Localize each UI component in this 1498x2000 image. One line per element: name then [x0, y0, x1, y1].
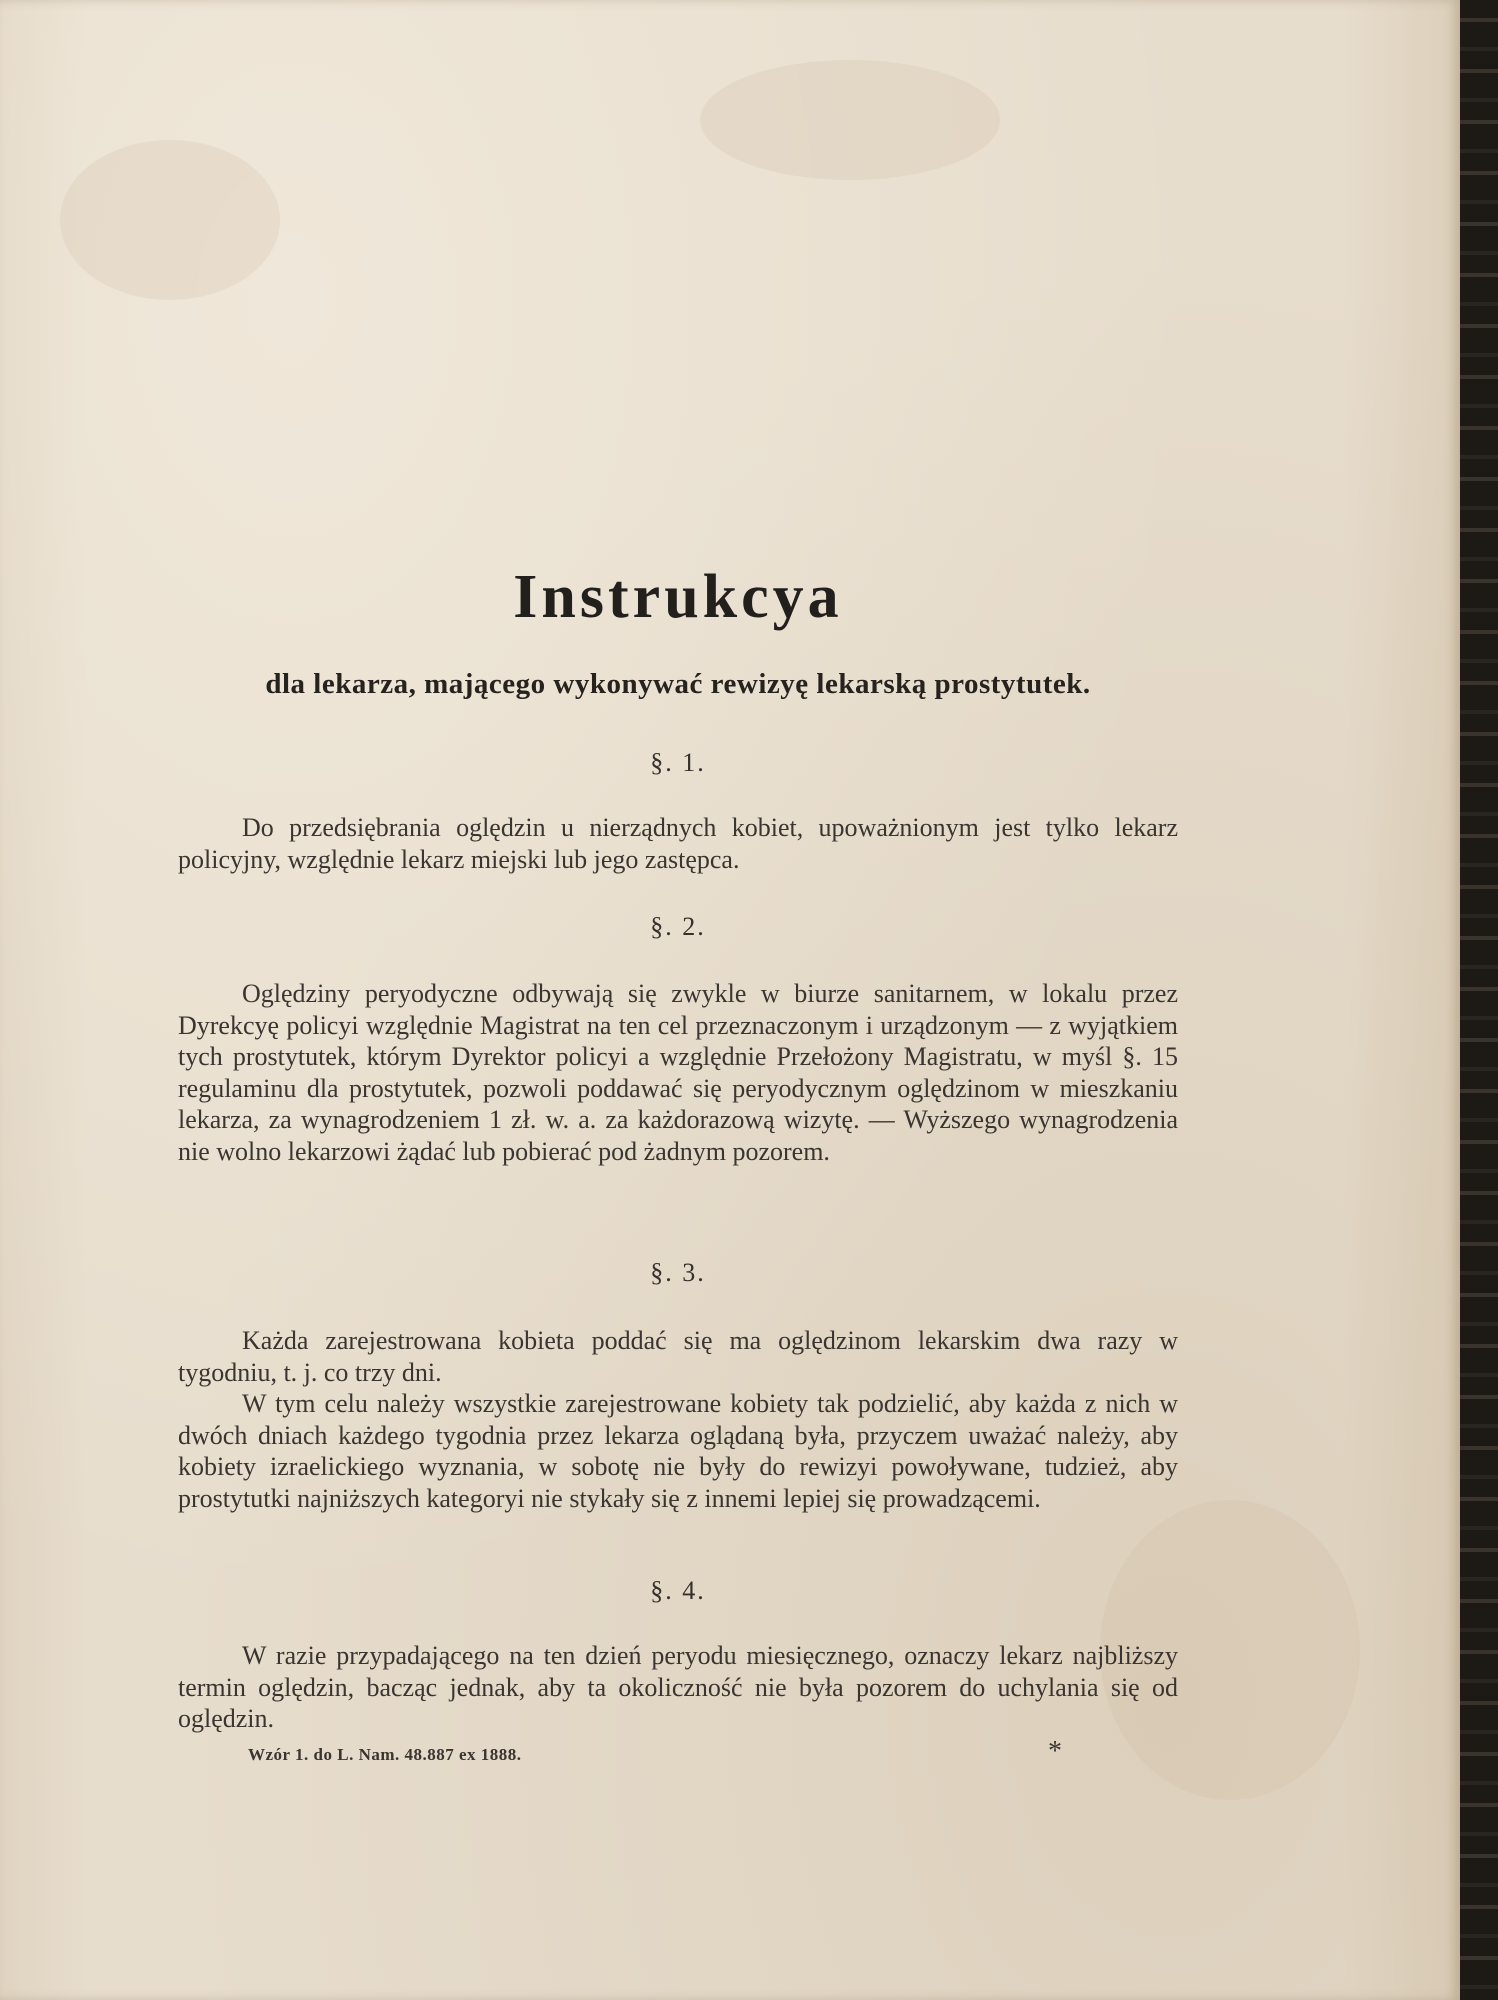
- paragraph: Każda zarejestrowana kobieta poddać się ma oględzinom lekarskim dwa razy w tygodniu, t. j. co trzy dni.: [178, 1326, 1178, 1387]
- document-title: Instrukcya: [513, 563, 843, 631]
- section-4-text: [178, 1640, 1178, 1735]
- section-2-text: [178, 978, 1178, 1167]
- section-heading-4: §. 4.: [650, 1576, 706, 1605]
- scanner-background-edge: [1460, 0, 1498, 2000]
- document-body: [178, 0, 1178, 2000]
- paragraph: W tym celu należy wszystkie zarejestrowane kobiety tak podzielić, aby każda z nich w dwóch dniach każdego tygodnia przez lekarza oglądaną była, przyczem uważać należy, aby kobiety izraelickiego wyznania, w sobotę nie były do rewizyi powoływane, tudzież, aby prostytutki najniższych kategoryi nie stykały się z innemi lepiej się prowadzącemi.: [178, 1389, 1178, 1513]
- section-3-text: [178, 1325, 1178, 1514]
- section-1-text: [178, 812, 1178, 875]
- paragraph: Do przedsiębrania oględzin u nierządnych kobiet, upoważnionym jest tylko lekarz policyjny, względnie lekarz miejski lub jego zastępca.: [178, 813, 1178, 874]
- section-heading-3: §. 3.: [650, 1258, 706, 1287]
- section-heading-2: §. 2.: [650, 912, 706, 941]
- form-reference-footnote: Wzór 1. do L. Nam. 48.887 ex 1888.: [248, 1745, 522, 1764]
- paragraph: W razie przypadającego na ten dzień peryodu miesięcznego, oznaczy lekarz najbliższy termin oględzin, bacząc jednak, aby ta okoliczność nie była pozorem do uchylania się od oględzin.: [178, 1641, 1178, 1733]
- section-heading-1: §. 1.: [650, 748, 706, 777]
- asterisk-mark: *: [1048, 1736, 1062, 1767]
- paragraph: Oględziny peryodyczne odbywają się zwykle w biurze sanitarnem, w lokalu przez Dyrekcyę policyi względnie Magistrat na ten cel przeznaczonym i urządzonym — z wyjątkiem tych prostytutek, którym Dyrektor policyi a względnie Przełożony Magistratu, w myśl §. 15 regulaminu dla prostytutek, pozwoli poddawać się peryodycznym oględzinom w mieszkaniu lekarza, za wynagrodzeniem 1 zł. w. a. za każdorazową wizytę. — Wyższego wynagrodzenia nie wolno lekarzowi żądać lub pobierać pod żadnym pozorem.: [178, 979, 1178, 1166]
- document-subtitle: dla lekarza, mającego wykonywać rewizyę lekarską prostytutek.: [265, 668, 1091, 700]
